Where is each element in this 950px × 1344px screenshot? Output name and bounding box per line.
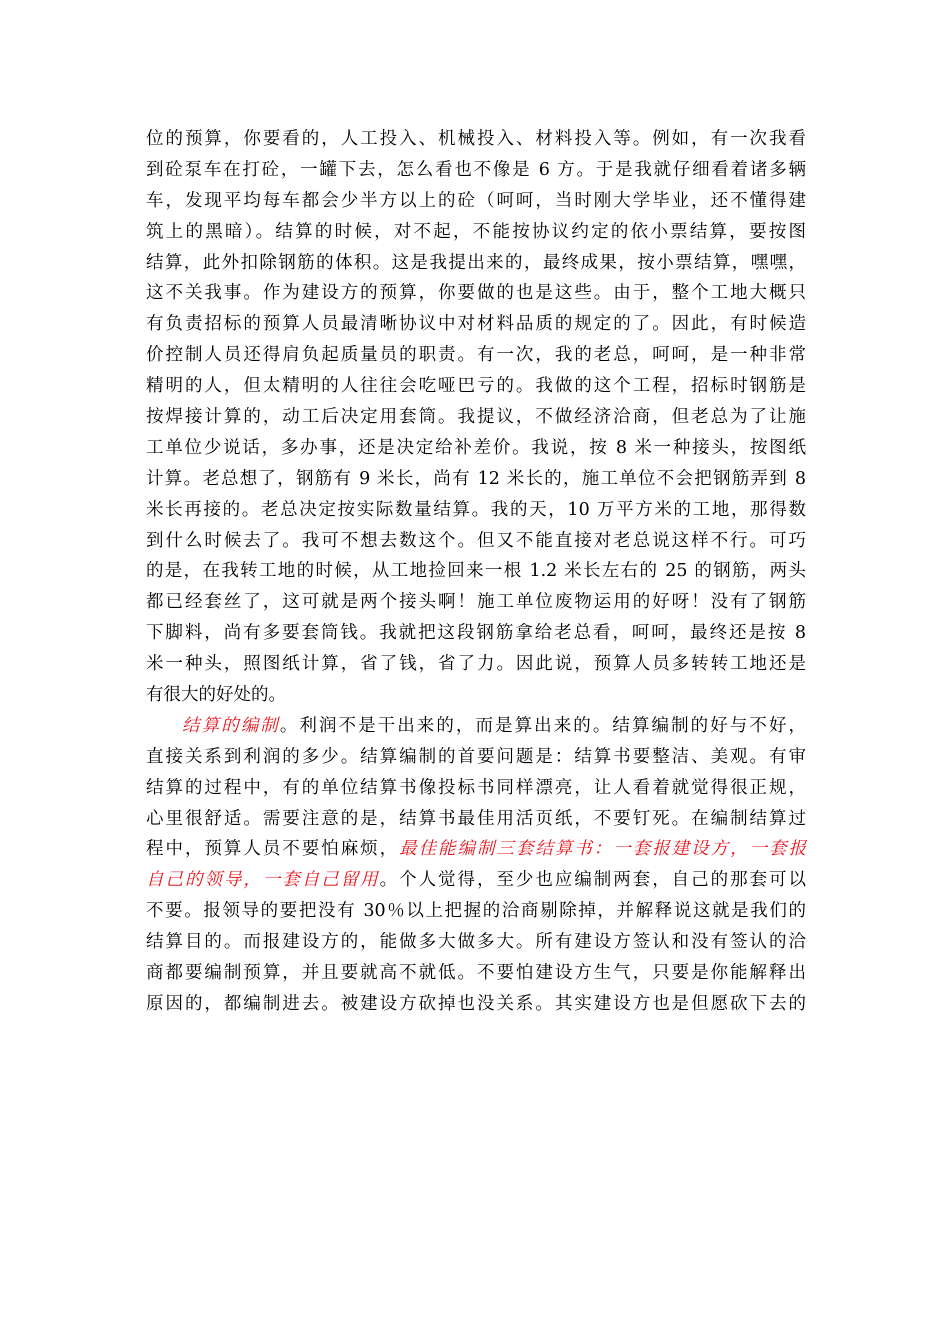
paragraph-settlement-preparation (146, 711, 806, 1020)
text-run: 。利润不是干出来的，而是算出来的。结算编制的好与不好， (279, 715, 807, 736)
text-line: 到砼泵车在打砼，一罐下去，怎么看也不像是 6 方。于是我就仔细看着诸多辆 (146, 159, 806, 180)
text-run: 。个人觉得，至少也应编制两套，自己的那套可以 (379, 870, 807, 891)
text-line: 原因的，都编制进去。被建设方砍掉也没关系。其实建设方也是但愿砍下去的 (146, 993, 806, 1014)
text-line: 的是，在我转工地的时候，从工地捡回来一根 1.2 米长左右的 25 的钢筋，两头 (146, 561, 806, 582)
text-line: 精明的人，但太精明的人往往会吃哑巴亏的。我做的这个工程，招标时钢筋是 (146, 376, 806, 397)
text-line: 价控制人员还得肩负起质量员的职责。有一次，我的老总，呵呵，是一种非常 (146, 345, 806, 366)
text-line: 位的预算，你要看的，人工投入、机械投入、材料投入等。例如，有一次我看 (146, 129, 806, 149)
text-line: 不要。报领导的要把没有 30％以上把握的洽商剔除掉，并解释说这就是我们的 (146, 901, 806, 922)
text-line: 都已经套丝了，这可就是两个接头啊！施工单位废物运用的好呀！没有了钢筋 (146, 592, 806, 613)
text-line: 心里很舒适。需要注意的是，结算书最佳用活页纸，不要钉死。在编制结算过 (146, 808, 806, 829)
document-body (146, 124, 806, 1020)
text-line (146, 834, 806, 865)
text-line: 筑上的黑暗）。结算的时候，对不起，不能按协议约定的依小票结算，要按图 (146, 221, 806, 242)
text-line: 计算。老总想了，钢筋有 9 米长，尚有 12 米长的，施工单位不会把钢筋弄到 8 (146, 468, 806, 489)
text-line: 米一种头，照图纸计算，省了钱，省了力。因此说，预算人员多转转工地还是 (146, 654, 806, 675)
text-line: 按焊接计算的，动工后决定用套筒。我提议，不做经济洽商，但老总为了让施 (146, 407, 806, 428)
text-line: 结算目的。而报建设方的，能做多大做多大。所有建设方签认和没有签认的洽 (146, 932, 806, 953)
text-run: 程中，预算人员不要怕麻烦， (146, 839, 400, 860)
text-line: 结算的过程中，有的单位结算书像投标书同样漂亮，让人看着就觉得很正规， (146, 777, 806, 798)
highlighted-text: 最佳能编制三套结算书：一套报建设方，一套报 (399, 839, 807, 860)
section-heading: 结算的编制 (182, 715, 280, 736)
text-line: 商都要编制预算，并且要就高不就低。不要怕建设方生气，只要是你能解释出 (146, 963, 806, 984)
text-line: 米长再接的。老总决定按实际数量结算。我的天，10 万平方米的工地，那得数 (146, 499, 806, 520)
text-line: 到什么时候去了。我可不想去数这个。但又不能直接对老总说这样不行。可巧 (146, 530, 806, 551)
text-line: 车，发现平均每车都会少半方以上的砼（呵呵，当时刚大学毕业，还不懂得建 (146, 190, 806, 211)
text-line: 有很大的好处的。 (146, 685, 286, 706)
text-line (146, 865, 806, 896)
text-line: 有负责招标的预算人员最清晰协议中对材料品质的规定的了。因此，有时候造 (146, 314, 806, 335)
text-line: 这不关我事。作为建设方的预算，你要做的也是这些。由于，整个工地大概只 (146, 283, 806, 304)
text-line: 结算，此外扣除钢筋的体积。这是我提出来的，最终成果，按小票结算，嘿嘿， (146, 252, 806, 273)
text-line (146, 711, 806, 742)
text-line: 工单位少说话，多办事，还是决定给补差价。我说，按 8 米一种接头，按图纸 (146, 437, 806, 458)
text-line: 下脚料，尚有多要套筒钱。我就把这段钢筋拿给老总看，呵呵，最终还是按 8 (146, 623, 806, 644)
paragraph-site-inspection (146, 124, 806, 711)
highlighted-text: 自己的领导，一套自己留用 (146, 870, 380, 891)
text-line: 直接关系到利润的多少。结算编制的首要问题是：结算书要整洁、美观。有审 (146, 746, 806, 767)
